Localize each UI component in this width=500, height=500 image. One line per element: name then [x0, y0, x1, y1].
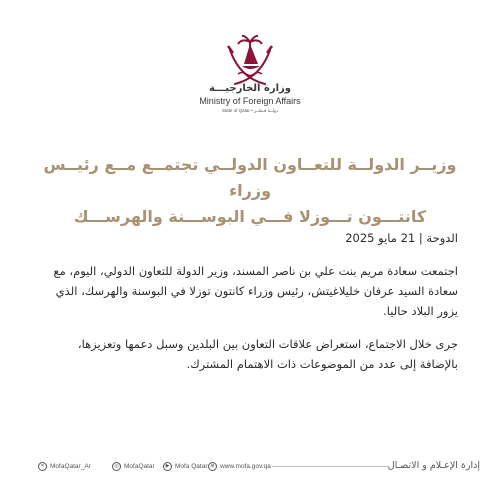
dateline: الدوحة | 21 مايو 2025 — [345, 231, 458, 245]
footer-website-link[interactable] — [208, 462, 271, 471]
footer-divider — [272, 466, 389, 467]
footer-youtube-link[interactable] — [163, 462, 208, 471]
x-handle: MofaQatar_Ar — [50, 463, 91, 470]
x-icon: ✕ — [38, 462, 47, 471]
footer-x-link[interactable] — [38, 462, 91, 471]
footer-instagram-link[interactable] — [112, 462, 155, 471]
ministry-name-english: Ministry of Foreign Affairs — [199, 96, 301, 106]
footer — [20, 462, 480, 478]
youtube-icon: ▶ — [163, 462, 172, 471]
website-url: www.mofa.gov.qa — [220, 463, 271, 470]
article-paragraph-1: اجتمعت سعادة مريم بنت علي بن ناصر المسند، وزير الدولة للتعاون الدولي، اليوم، مع سعادة السيد عرفان خليلاغيتش، رئيس وزراء كانتون توزلا في البوسنة والهرسك، الذي يزور البلاد حاليا. — [53, 264, 458, 318]
globe-icon: ⊕ — [208, 462, 217, 471]
headline-line-2: كانتـــون تـــوزلا فـــي البوســـنة والهرســـك — [73, 207, 427, 226]
headline-line-1: وزيــر الدولــة للتعــاون الدولــي تجتمــع مــع رئيــس وزراء — [43, 155, 457, 200]
department-name: إدارة الإعـلام و الاتصـال — [387, 460, 480, 471]
instagram-icon: ◎ — [112, 462, 121, 471]
ministry-name-arabic: وزارة الخارجيـــة — [208, 83, 292, 94]
article-paragraph-2: جرى خلال الاجتماع، استعراض علاقات التعاون بين البلدين وسبل دعمها وتعزيزها، بالإضافة إلى عدد من الموضوعات ذات الاهتمام المشترك. — [77, 337, 458, 371]
state-of-qatar-label: State of Qatar • دولــة قـطــر — [221, 108, 279, 113]
youtube-handle: Mofa Qatar — [175, 463, 208, 470]
qatar-emblem-icon — [220, 34, 280, 90]
instagram-handle: MofaQatar — [124, 463, 155, 470]
article-headline — [30, 152, 470, 230]
